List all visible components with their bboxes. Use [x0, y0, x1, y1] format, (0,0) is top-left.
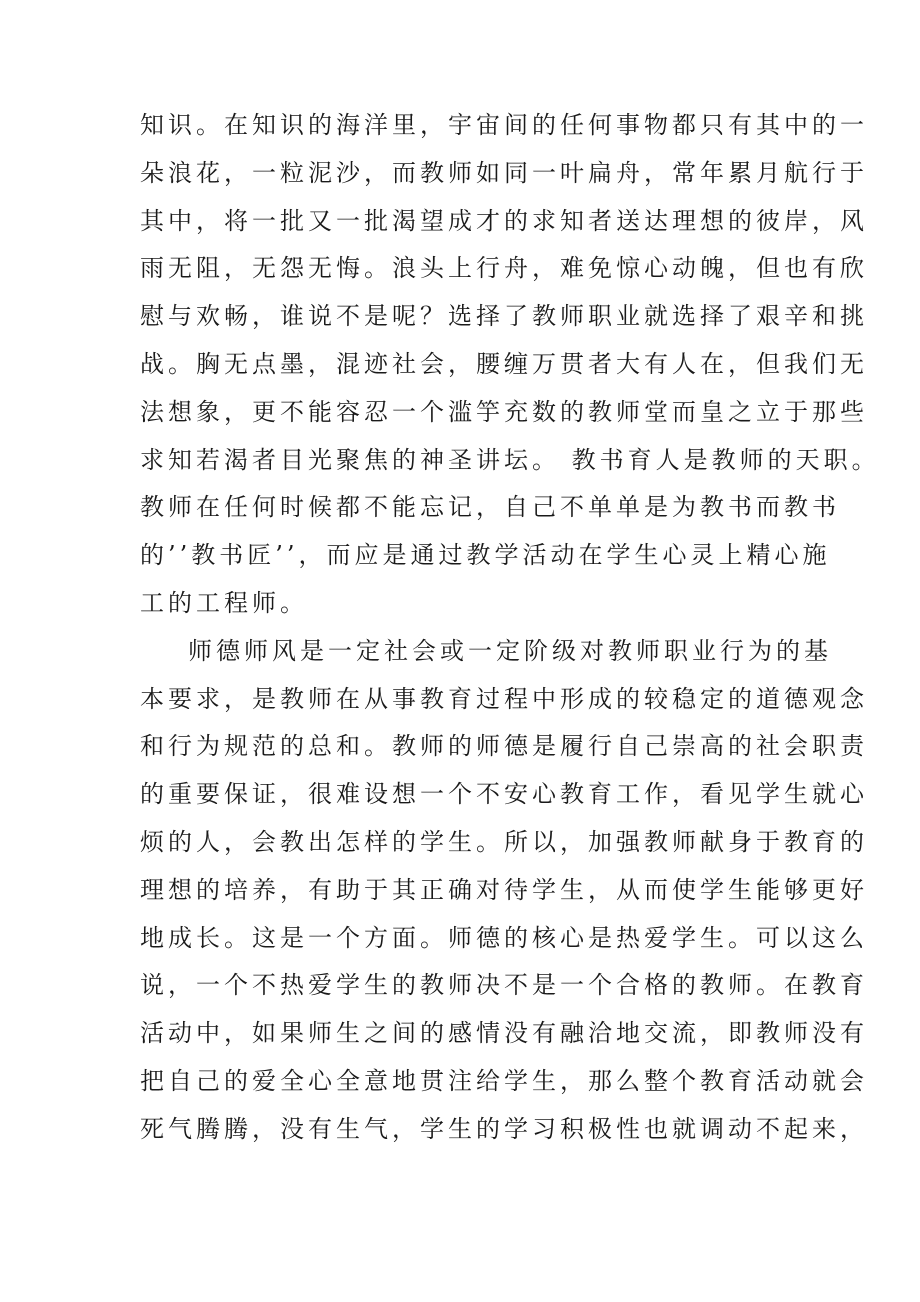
text-line: 战。胸无点墨，混迹社会，腰缠万贯者大有人在，但我们无 [140, 349, 868, 378]
text-line: 工的工程师。 [140, 588, 308, 617]
text-line: 和行为规范的总和。教师的师德是履行自己崇高的社会职责 [140, 732, 868, 761]
paragraph-1 [140, 102, 880, 628]
text-line: 把自己的爱全心全意地贯注给学生，那么整个教育活动就会 [140, 1066, 868, 1095]
text-line: 理想的培养，有助于其正确对待学生，从而使学生能够更好 [140, 875, 868, 904]
text-line: 说，一个不热爱学生的教师决不是一个合格的教师。在教育 [140, 971, 868, 1000]
text-line: 的’’教书匠’’，而应是通过教学活动在学生心灵上精心施 [140, 541, 831, 570]
text-line: 雨无阻，无怨无悔。浪头上行舟，难免惊心动魄，但也有欣 [140, 254, 868, 283]
text-line: 地成长。这是一个方面。师德的核心是热爱学生。可以这么 [140, 923, 868, 952]
paragraph-2 [140, 628, 868, 1154]
text-line: 死气腾腾，没有生气，学生的学习积极性也就调动不起来， [140, 1114, 868, 1143]
text-line: 本要求，是教师在从事教育过程中形成的较稳定的道德观念 [140, 684, 868, 713]
text-line: 其中，将一批又一批渴望成才的求知者送达理想的彼岸，风 [140, 206, 868, 235]
text-line: 朵浪花，一粒泥沙，而教师如同一叶扁舟，常年累月航行于 [140, 158, 868, 187]
text-line: 求知若渴者目光聚焦的神圣讲坛。 教书育人是教师的天职。 [140, 445, 880, 474]
text-line: 活动中，如果师生之间的感情没有融洽地交流，即教师没有 [140, 1019, 868, 1048]
text-line: 知识。在知识的海洋里，宇宙间的任何事物都只有其中的一 [140, 111, 868, 139]
text-line: 师德师风是一定社会或一定阶级对教师职业行为的基 [188, 636, 832, 665]
body-text [140, 102, 880, 1154]
text-line: 烦的人，会教出怎样的学生。所以，加强教师献身于教育的 [140, 827, 868, 856]
text-line: 法想象，更不能容忍一个滥竽充数的教师堂而皇之立于那些 [140, 397, 868, 426]
text-line: 的重要保证，很难设想一个不安心教育工作，看见学生就心 [140, 780, 868, 809]
text-line: 教师在任何时候都不能忘记，自己不单单是为教书而教书 [140, 493, 840, 522]
text-line: 慰与欢畅，谁说不是呢？选择了教师职业就选择了艰辛和挑 [140, 302, 868, 331]
